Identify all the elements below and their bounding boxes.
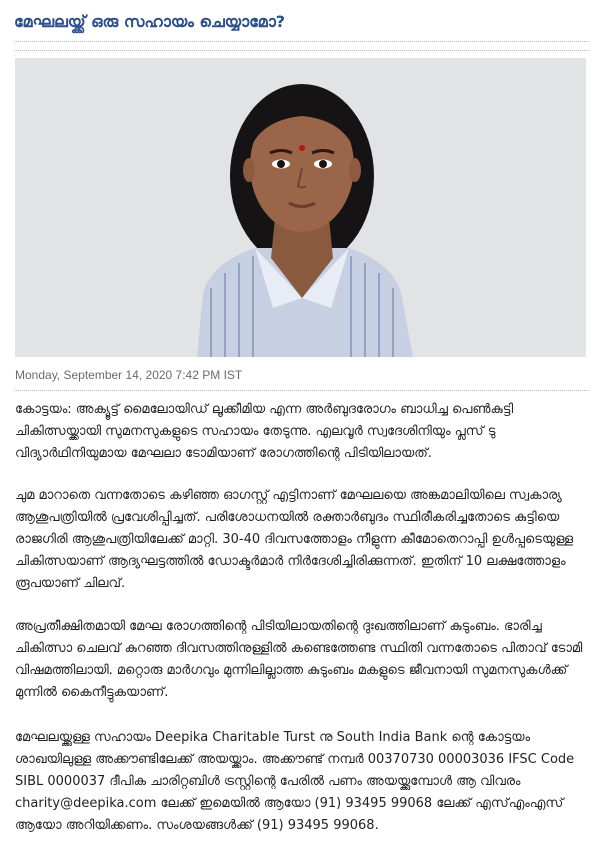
headline-divider-bottom <box>14 50 589 51</box>
article-paragraph: കോട്ടയം: അക്യൂട്ട് മൈലോയിഡ് ലൂക്കീമിയ എന്ന അർബുദരോഗം ബാധിച്ച പെൺകുട്ടി ചികിത്സയ്ക്കായി സുമനസുകളുടെ സഹായം തേടുന്നു. എലവൂർ സ്വദേശിനിയും പ്ലസ് ടു വിദ്യാർഥിനിയുമായ മേഘലാ ടോമിയാണ് രോഗത്തിന്റെ പിടിയിലായത്. <box>15 402 514 461</box>
article-paragraph: അപ്രതീക്ഷിതമായി മേഘ രോഗത്തിന്റെ പിടിയിലായതിന്റെ ദുഃഖത്തിലാണ് കുടുംബം. ഭാരിച്ച ചികിത്സാ ചെലവ് കുറഞ്ഞ ദിവസത്തിനുള്ളിൽ കണ്ടെത്തേണ്ട സ്ഥിതി വന്നതോടെ പിതാവ് ടോമി വിഷമത്തിലായി. മറ്റൊരു മാർഗവും മുന്നിലില്ലാത്ത കുടുംബം മകളുടെ ജീവനായി സുമനസുകൾക്ക് മുന്നിൽ കൈനീട്ടുകയാണ്. <box>15 619 583 700</box>
dateline-divider <box>14 390 589 391</box>
portrait-photo-icon <box>15 58 586 357</box>
article-paragraph: ചുമ മാറാതെ വന്നതോടെ കഴിഞ്ഞ ഓഗസ്റ്റ് എട്ടിനാണ് മേഘലയെ അങ്കമാലിയിലെ സ്വകാര്യ ആശുപത്രിയിൽ പ്രവേശിപ്പിച്ചത്. പരിശോധനയിൽ രക്താർബുദം സ്ഥിരീകരിച്ചതോടെ കുട്ടിയെ രാജഗിരി ആശുപത്രിയിലേക്ക് മാറ്റി. 30-40 ദിവസത്തോളം നീളുന്ന കീമോതെറാപ്പി ഉൾപ്പടെയുള്ള ചികിത്സയാണ് ആദ്യഘട്ടത്തിൽ ഡോക്ടർമാർ നിർദേശിച്ചിരിക്കുന്നത്. ഇതിന് 10 ലക്ഷത്തോളം രൂപയാണ് ചിലവ്. <box>15 488 574 591</box>
article-headline: മേഘലയ്ക്ക് ഒരു സഹായം ചെയ്യാമോ? <box>14 12 286 31</box>
article-paragraph: മേഘലയ്ക്കുള്ള സഹായം Deepika Charitable Turst നു South India Bank ന്റെ കോട്ടയം ശാഖയിലുള്ള അക്കൗണ്ടിലേക്ക് അയയ്ക്കാം. അക്കൗണ്ട് നമ്പർ 00370730 00003036 IFSC Code SIBL 0000037 ദീപിക ചാരിറ്റബിൾ ട്രസ്റ്റിന്റെ പേരിൽ പണം അയയ്ക്കുമ്പോൾ ആ വിവരം charity@deepika.com ലേക്ക് ഇമെയിൽ ആയോ (91) 93495 99068 ലേക്ക് എസ്എംഎസ് ആയോ അറിയിക്കണം. സംശയങ്ങൾക്ക് (91) 93495 99068. <box>15 730 575 833</box>
headline-divider-top <box>14 41 589 42</box>
article-dateline: Monday, September 14, 2020 7:42 PM IST <box>15 368 243 382</box>
article-photo <box>15 58 586 357</box>
